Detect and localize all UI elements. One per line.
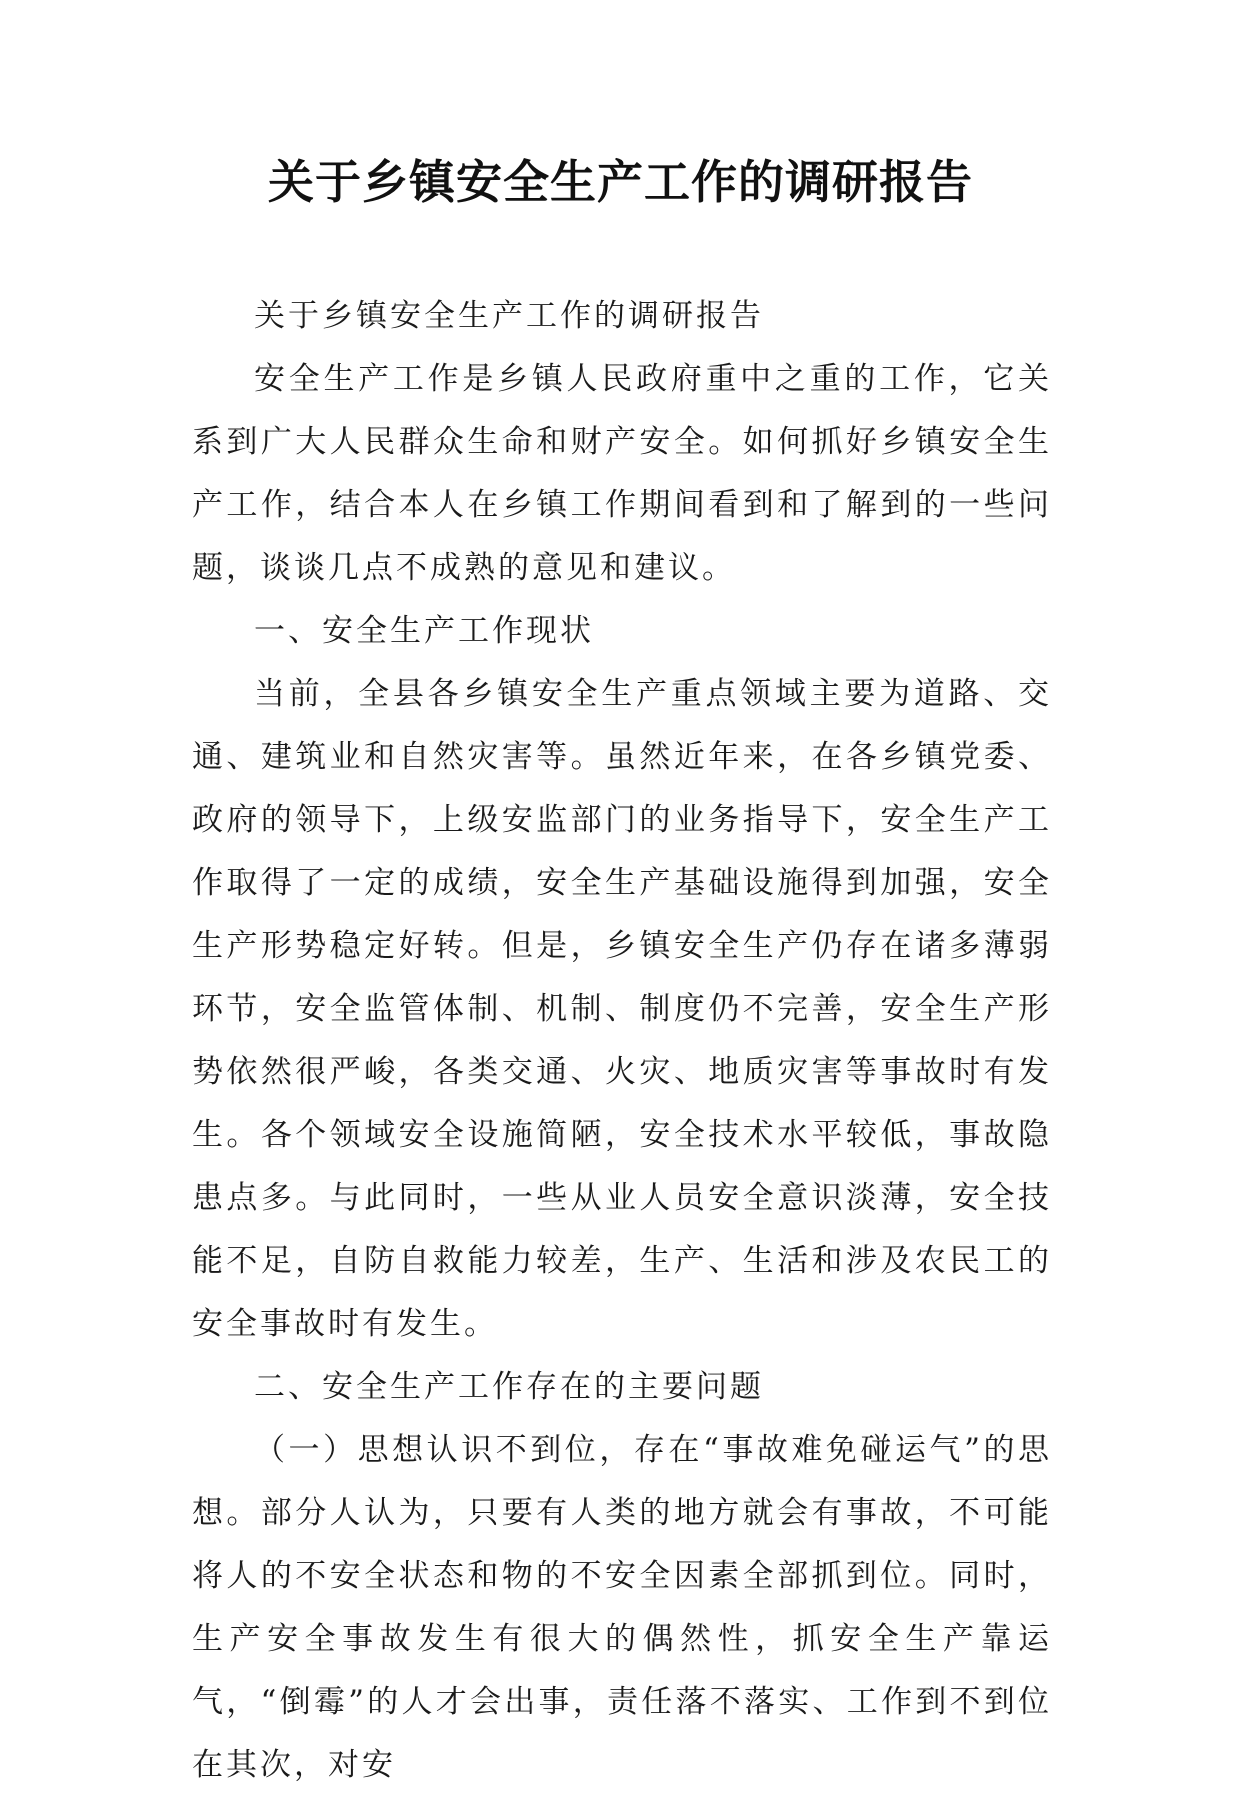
- document-title: 关于乡镇安全生产工作的调研报告: [268, 155, 973, 209]
- paragraph-problem-1: （一）思想认识不到位，存在“事故难免碰运气”的思想。部分人认为，只要有人类的地方就会有事故，不可能将人的不安全状态和物的不安全因素全部抓到位。同时，生产安全事故发生有很大的偶然性，抓安全生产靠运气，“倒霉”的人才会出事，责任落不落实、工作到不到位在其次，对安: [192, 1432, 1052, 1783]
- document-body: [192, 285, 1052, 1797]
- paragraph-subtitle: 关于乡镇安全生产工作的调研报告: [254, 298, 764, 334]
- paragraph-status: 当前，全县各乡镇安全生产重点领域主要为道路、交通、建筑业和自然灾害等。虽然近年来，在各乡镇党委、政府的领导下，上级安监部门的业务指导下，安全生产工作取得了一定的成绩，安全生产基础设施得到加强，安全生产形势稳定好转。但是，乡镇安全生产仍存在诸多薄弱环节，安全监管体制、机制、制度仍不完善，安全生产形势依然很严峻，各类交通、火灾、地质灾害等事故时有发生。各个领域安全设施简陋，安全技术水平较低，事故隐患点多。与此同时，一些从业人员安全意识淡薄，安全技能不足，自防自救能力较差，生产、生活和涉及农民工的安全事故时有发生。: [192, 676, 1052, 1342]
- section-heading-status: 一、安全生产工作现状: [254, 613, 594, 649]
- section-heading-problems: 二、安全生产工作存在的主要问题: [254, 1369, 764, 1405]
- paragraph-intro: 安全生产工作是乡镇人民政府重中之重的工作，它关系到广大人民群众生命和财产安全。如何抓好乡镇安全生产工作，结合本人在乡镇工作期间看到和了解到的一些问题，谈谈几点不成熟的意见和建议。: [192, 361, 1052, 586]
